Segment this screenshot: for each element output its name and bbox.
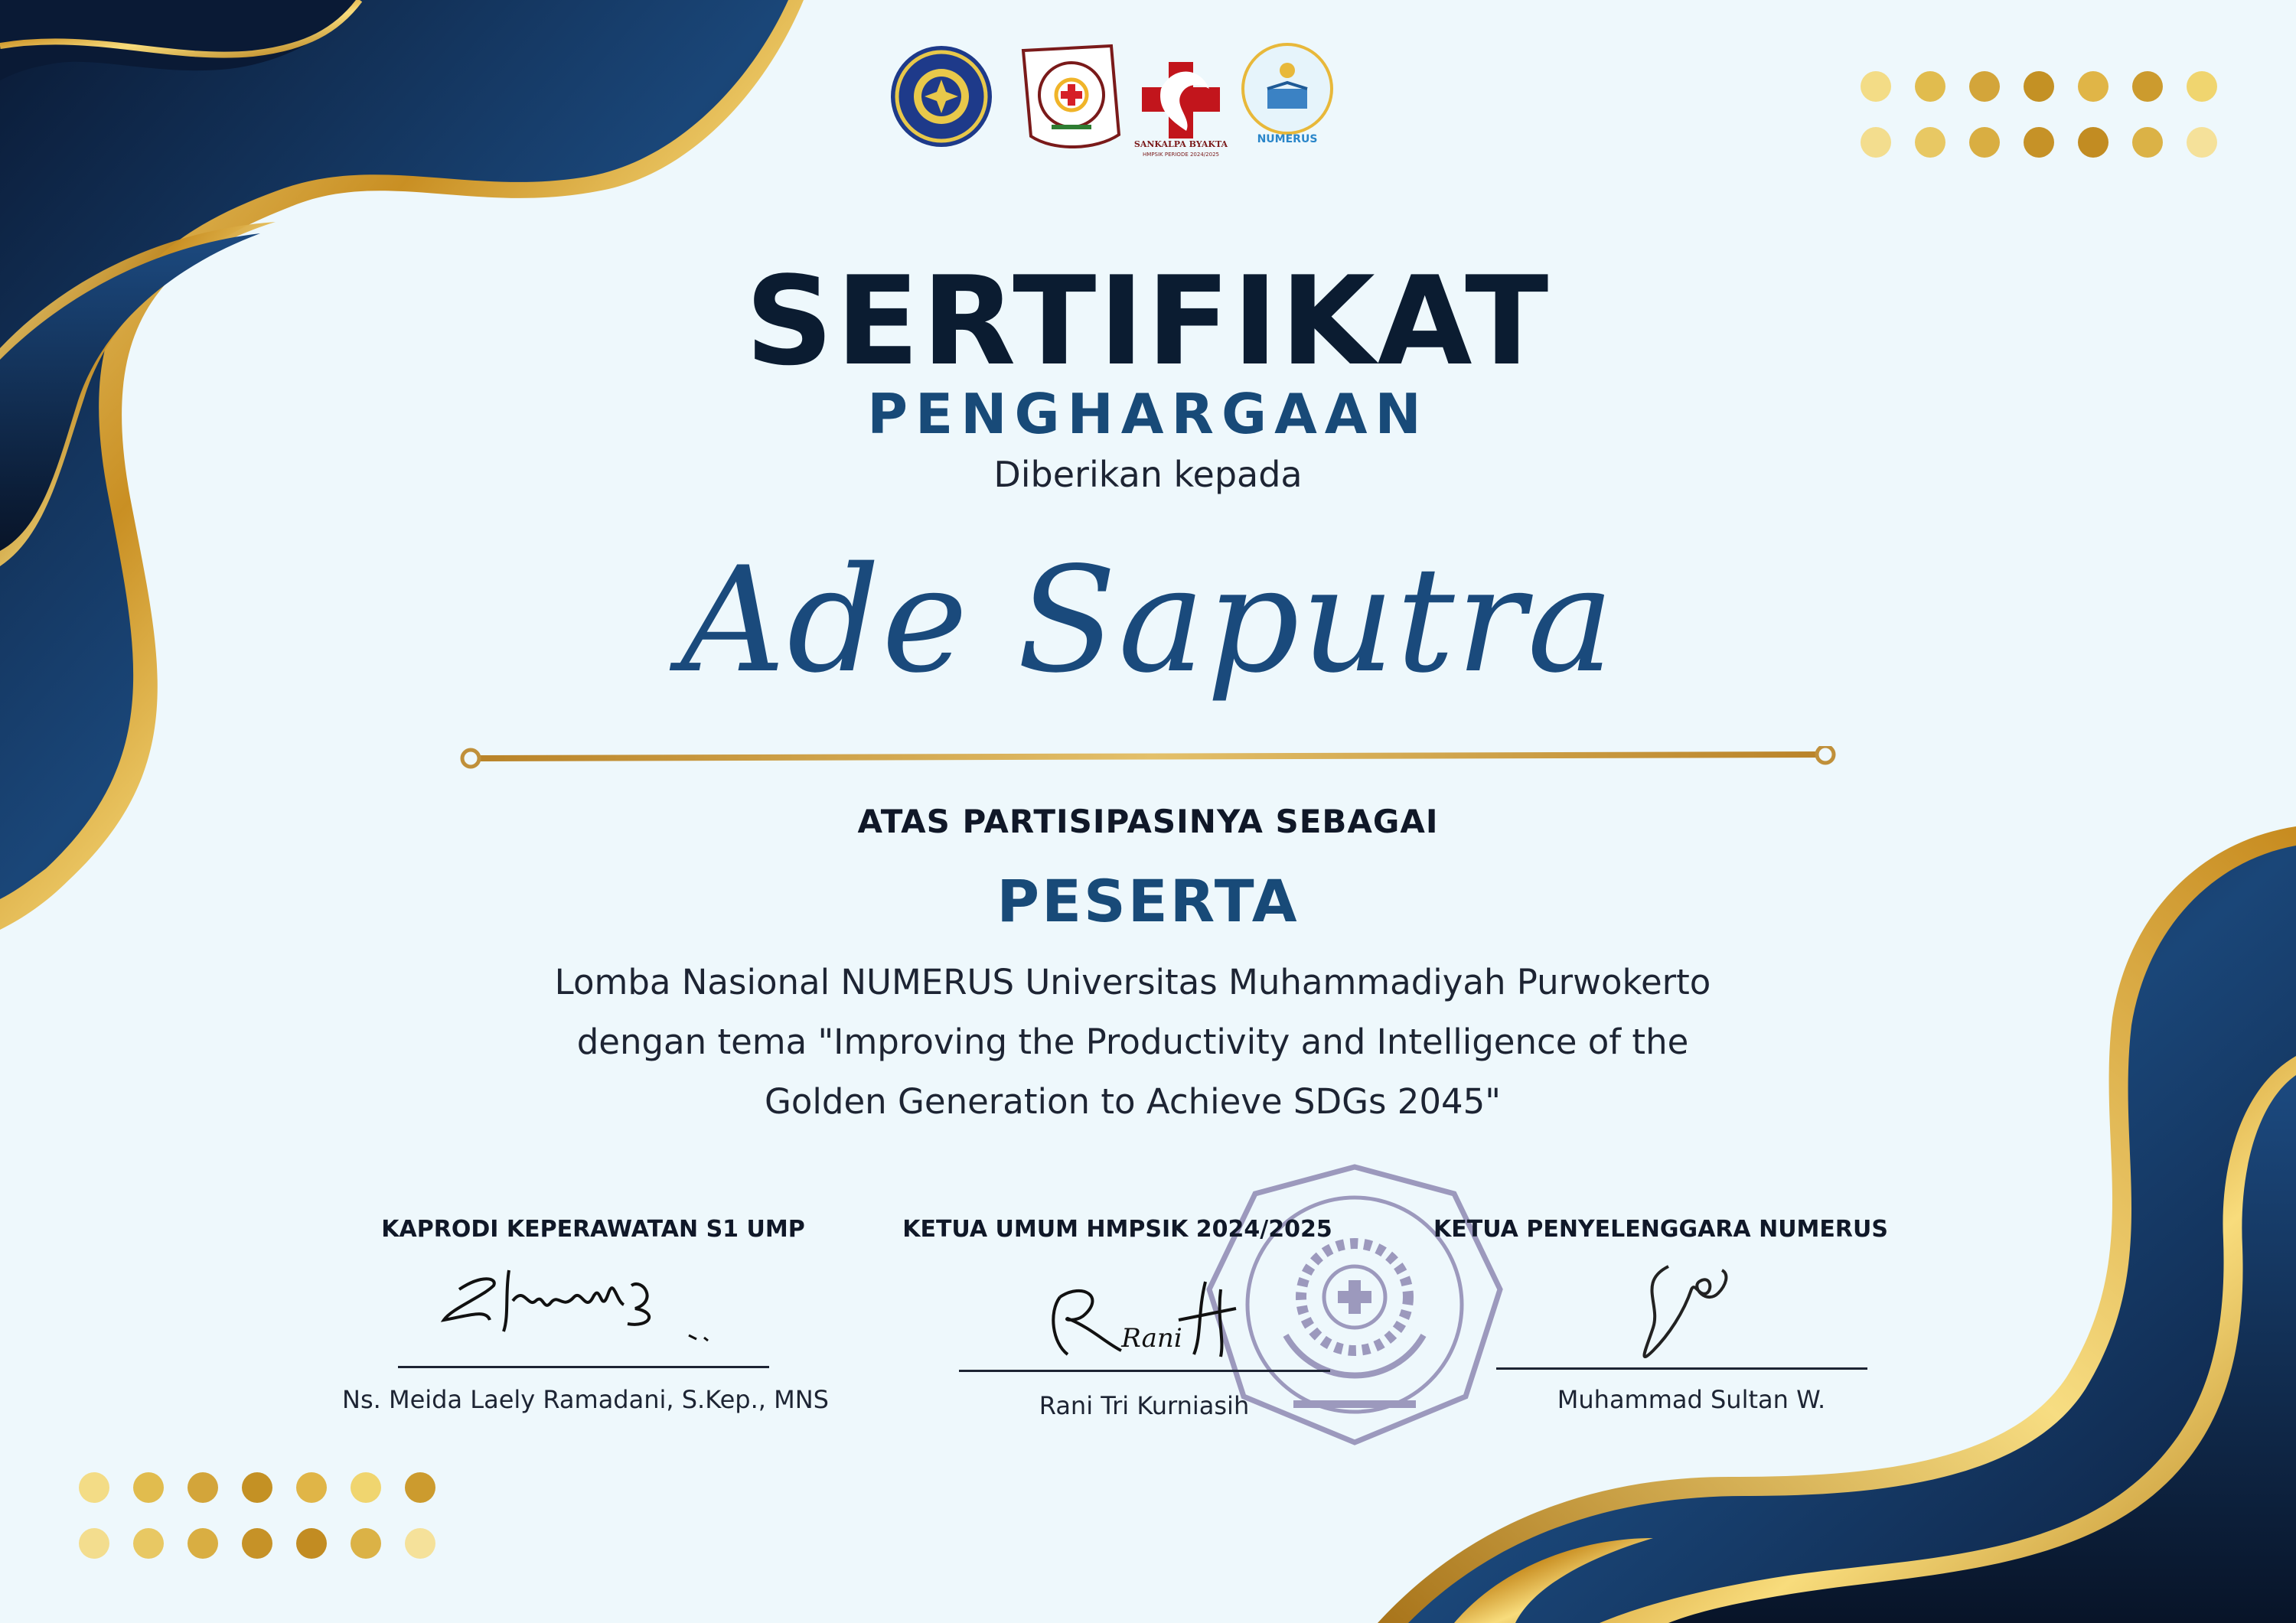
signatory-title-3: KETUA PENYELENGGARA NUMERUS [1433, 1216, 1888, 1243]
gold-dot [242, 1472, 272, 1503]
gold-dot [188, 1528, 218, 1559]
decorative-dot-grid-top-right [1861, 71, 2217, 158]
gold-dot [405, 1528, 435, 1559]
gold-dot [2024, 71, 2054, 102]
signatory-name-1: Ns. Meida Laely Ramadani, S.Kep., MNS [342, 1385, 829, 1414]
description-line: dengan tema "Improving the Productivity and Intelligence of the [576, 1022, 1689, 1062]
gold-dot [2024, 127, 2054, 158]
certificate-subtitle: PENGHARGAAN [867, 382, 1429, 446]
event-description [367, 953, 1898, 1132]
gold-dot [2132, 127, 2163, 158]
logo-row [889, 35, 1333, 158]
gold-dot [1969, 71, 2000, 102]
description-line: Lomba Nasional NUMERUS Universitas Muhammadiyah Purwokerto [554, 962, 1711, 1002]
gold-dot [2078, 71, 2108, 102]
gold-dot [296, 1528, 327, 1559]
gold-dot [1915, 71, 1945, 102]
svg-text:SANKALPA BYAKTA: SANKALPA BYAKTA [1133, 139, 1228, 149]
signature-line-3 [1496, 1367, 1867, 1370]
signature-2-text: Rani [1121, 1323, 1182, 1354]
gold-dot [1915, 127, 1945, 158]
signature-3 [1623, 1251, 1745, 1366]
participant-role: PESERTA [996, 867, 1300, 935]
svg-text:HMPSIK PERIODE 2024/2025: HMPSIK PERIODE 2024/2025 [1143, 152, 1219, 158]
gold-dot [242, 1528, 272, 1559]
university-seal-logo [891, 46, 992, 147]
signature-line-2 [959, 1370, 1330, 1372]
svg-text:NUMERUS: NUMERUS [1257, 133, 1318, 145]
signatory-name-2: Rani Tri Kurniasih [1039, 1391, 1250, 1420]
gold-dot [2132, 71, 2163, 102]
gold-divider [459, 746, 1837, 769]
gold-dot [351, 1528, 381, 1559]
certificate-title: SERTIFIKAT [745, 249, 1551, 393]
sankalpa-byakta-logo [1134, 62, 1228, 158]
signature-1 [436, 1255, 727, 1347]
signatory-title-1: KAPRODI KEPERAWATAN S1 UMP [381, 1216, 805, 1243]
signatory-name-3: Muhammad Sultan W. [1557, 1385, 1826, 1414]
given-to-label: Diberikan kepada [993, 454, 1303, 495]
gold-dot [1861, 71, 1891, 102]
gold-dot [1861, 127, 1891, 158]
hmpsik-badge-logo [1023, 46, 1119, 147]
gold-dot [2078, 127, 2108, 158]
signatory-title-2: KETUA UMUM HMPSIK 2024/2025 [902, 1216, 1332, 1243]
signature-line-1 [398, 1366, 769, 1368]
signature-2 [1029, 1266, 1259, 1366]
gold-dot [2187, 71, 2217, 102]
gold-dot [405, 1472, 435, 1503]
gold-dot [1969, 127, 2000, 158]
gold-dot [133, 1528, 164, 1559]
decorative-dot-grid-bottom-left [79, 1472, 435, 1559]
gold-dot [79, 1472, 109, 1503]
numerus-logo [1243, 44, 1332, 145]
gold-dot [133, 1472, 164, 1503]
gold-dot [351, 1472, 381, 1503]
gold-dot [79, 1528, 109, 1559]
description-line: Golden Generation to Achieve SDGs 2045" [765, 1081, 1501, 1122]
recipient-name: Ade Saputra [680, 536, 1616, 705]
gold-dot [188, 1472, 218, 1503]
gold-dot [2187, 127, 2217, 158]
gold-dot [296, 1472, 327, 1503]
participation-label: ATAS PARTISIPASINYA SEBAGAI [857, 803, 1439, 840]
